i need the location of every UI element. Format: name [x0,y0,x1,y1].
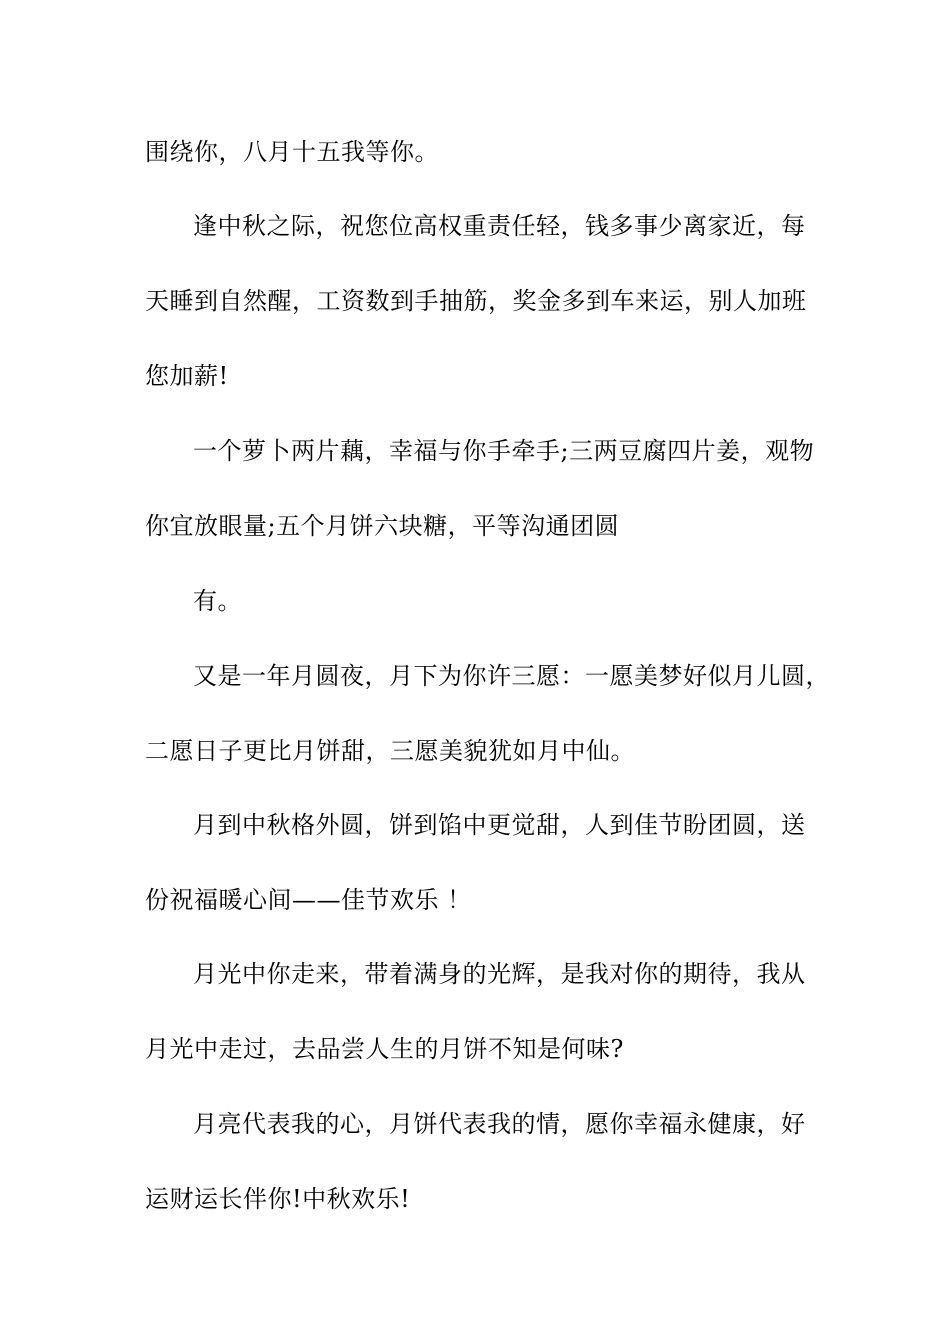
text-line: 围绕你，八月十五我等你。 [145,138,439,166]
paragraph-first-line: 月光中你走来，带着满身的光辉，是我对你的期待，我从 [193,960,806,988]
text-line: 您加薪! [145,362,229,390]
paragraph-first-line: 月亮代表我的心，月饼代表我的情，愿你幸福永健康，好 [193,1110,806,1138]
text-line: 天睡到自然醒，工资数到手抽筋，奖金多到车来运，别人加班 [145,287,807,315]
text-line: 有。 [193,587,242,615]
paragraph-first-line: 一个萝卜两片藕，幸福与你手牵手;三两豆腐四片姜，观物 [193,437,815,465]
text-line: 你宜放眼量;五个月饼六块糖，平等沟通团圆 [145,512,620,540]
text-line: 运财运长伴你!中秋欢乐! [145,1185,411,1213]
paragraph-first-line: 逢中秋之际，祝您位高权重责任轻，钱多事少离家近，每 [193,212,806,240]
paragraph-first-line: 月到中秋格外圆，饼到馅中更觉甜，人到佳节盼团圆，送 [193,811,806,839]
paragraph-first-line: 又是一年月圆夜，月下为你许三愿：一愿美梦好似月儿圆， [193,662,830,690]
text-line: 二愿日子更比月饼甜，三愿美貌犹如月中仙。 [145,737,635,765]
text-line: 份祝福暖心间——佳节欢乐 ！ [145,886,472,914]
text-line: 月光中走过，去品尝人生的月饼不知是何味? [145,1035,624,1063]
